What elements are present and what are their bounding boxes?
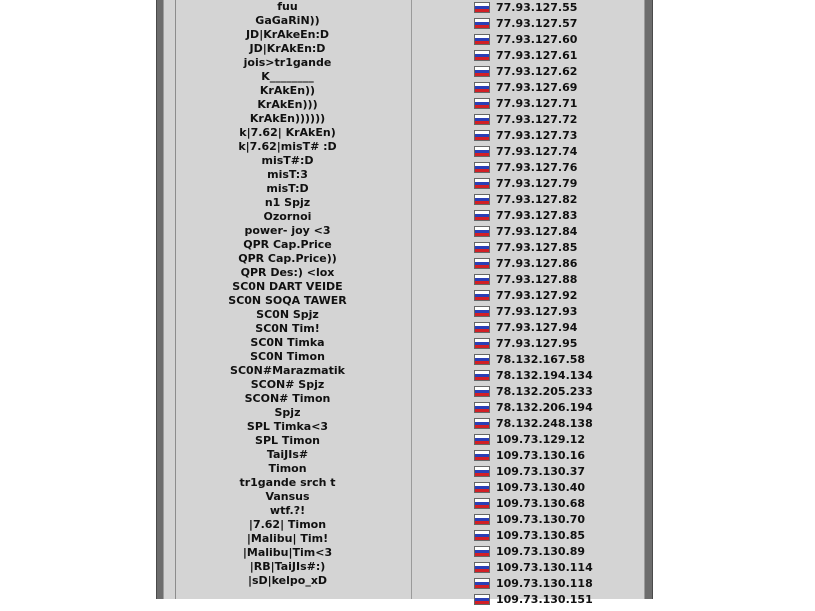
player-ip: 78.132.194.134: [496, 369, 593, 382]
player-ip: 77.93.127.60: [496, 33, 578, 46]
russia-flag-icon: [474, 450, 490, 461]
player-ip: 109.73.130.40: [496, 481, 586, 494]
player-name: QPR Cap.Price)): [238, 252, 337, 265]
player-name: SC0N Spjz: [256, 308, 319, 321]
player-ip: 78.132.248.138: [496, 417, 593, 430]
player-ip: 78.132.206.194: [496, 401, 593, 414]
russia-flag-icon: [474, 306, 490, 317]
player-ip: 109.73.130.118: [496, 577, 593, 590]
player-ip: 77.93.127.86: [496, 257, 578, 270]
player-name: QPR Des:) <lox: [240, 266, 335, 279]
player-ip: 78.132.167.58: [496, 353, 586, 366]
russia-flag-icon: [474, 162, 490, 173]
player-ip-cell: [474, 560, 593, 576]
player-name: fuu: [277, 0, 298, 13]
player-name: SC0N Tim!: [255, 322, 320, 335]
player-ip-cell: [474, 160, 577, 176]
player-ip-cell: [474, 192, 577, 208]
player-name: SPL Timka<3: [246, 420, 329, 433]
player-ip-cell: [474, 144, 577, 160]
player-ip: 109.73.130.16: [496, 449, 586, 462]
player-ip-cell: [474, 48, 577, 64]
player-name: misT#:D: [261, 154, 314, 167]
russia-flag-icon: [474, 210, 490, 221]
player-ip: 77.93.127.93: [496, 305, 578, 318]
russia-flag-icon: [474, 114, 490, 125]
player-ip-cell: [474, 128, 577, 144]
player-name: GaGaRiN)): [255, 14, 320, 27]
player-ip: 77.93.127.55: [496, 1, 578, 14]
player-ip: 77.93.127.94: [496, 321, 578, 334]
russia-flag-icon: [474, 130, 490, 141]
player-name: Timon: [268, 462, 307, 475]
player-ip-cell: [474, 112, 577, 128]
player-ip: 77.93.127.62: [496, 65, 578, 78]
player-ip: 109.73.130.89: [496, 545, 586, 558]
player-ip-cell: [474, 304, 577, 320]
russia-flag-icon: [474, 418, 490, 429]
player-ip-cell: [474, 272, 577, 288]
player-ip: 109.73.130.68: [496, 497, 586, 510]
player-ip: 77.93.127.88: [496, 273, 578, 286]
player-ip-cell: [474, 256, 577, 272]
player-ip: 77.93.127.74: [496, 145, 578, 158]
player-ip: 77.93.127.83: [496, 209, 578, 222]
player-ip-cell: [474, 96, 577, 112]
player-ip: 77.93.127.85: [496, 241, 578, 254]
russia-flag-icon: [474, 146, 490, 157]
player-name: K________: [261, 70, 314, 83]
player-ip-cell: [474, 336, 577, 352]
player-ip-cell: [474, 0, 577, 16]
player-ip: 109.73.130.70: [496, 513, 586, 526]
russia-flag-icon: [474, 402, 490, 413]
player-name: n1 Spjz: [264, 196, 311, 209]
player-ip-cell: [474, 400, 593, 416]
player-ip-cell: [474, 496, 585, 512]
player-ip-cell: [474, 368, 593, 384]
russia-flag-icon: [474, 354, 490, 365]
player-ip-cell: [474, 64, 577, 80]
player-name: JD|KrAkEn:D: [249, 42, 326, 55]
column-divider: [411, 0, 412, 599]
player-ip-cell: [474, 208, 577, 224]
player-name: |Malibu| Tim!: [246, 532, 329, 545]
russia-flag-icon: [474, 98, 490, 109]
player-name: QPR Cap.Price: [243, 238, 332, 251]
russia-flag-icon: [474, 514, 490, 525]
player-name: TaiJIs#: [266, 448, 309, 461]
russia-flag-icon: [474, 18, 490, 29]
player-ip-cell: [474, 480, 585, 496]
player-ip: 77.93.127.72: [496, 113, 578, 126]
window-border-right: [644, 0, 653, 599]
player-ip-cell: [474, 32, 577, 48]
player-ip-cell: [474, 80, 577, 96]
player-name: SCON# Spjz: [250, 378, 325, 391]
player-ip-cell: [474, 544, 585, 560]
player-ip-cell: [474, 176, 577, 192]
russia-flag-icon: [474, 482, 490, 493]
player-ip-cell: [474, 464, 585, 480]
russia-flag-icon: [474, 370, 490, 381]
player-ip: 77.93.127.92: [496, 289, 578, 302]
russia-flag-icon: [474, 2, 490, 13]
player-name: |RB|TaiJIs#:): [249, 560, 326, 573]
player-name: tr1gande srch t: [239, 476, 336, 489]
player-ip: 77.93.127.82: [496, 193, 578, 206]
player-name: |sD|kelpo_xD: [247, 574, 328, 587]
russia-flag-icon: [474, 386, 490, 397]
russia-flag-icon: [474, 530, 490, 541]
player-ip-cell: [474, 432, 585, 448]
player-name: Ozornoi: [263, 210, 312, 223]
player-ip-cell: [474, 224, 577, 240]
player-name: SC0N Timka: [250, 336, 325, 349]
russia-flag-icon: [474, 178, 490, 189]
russia-flag-icon: [474, 562, 490, 573]
player-ip: 77.93.127.61: [496, 49, 578, 62]
russia-flag-icon: [474, 66, 490, 77]
player-ip: 77.93.127.71: [496, 97, 578, 110]
player-name: |Malibu|Tim<3: [242, 546, 333, 559]
player-ip: 109.73.130.114: [496, 561, 593, 574]
player-name: Spjz: [274, 406, 301, 419]
player-name: |7.62| Timon: [248, 518, 327, 531]
player-ip-cell: [474, 512, 585, 528]
russia-flag-icon: [474, 226, 490, 237]
russia-flag-icon: [474, 338, 490, 349]
player-ip-cell: [474, 592, 593, 608]
player-name: Vansus: [265, 490, 310, 503]
player-name: SC0N#Marazmatik: [230, 364, 345, 377]
russia-flag-icon: [474, 242, 490, 253]
player-ip-cell: [474, 352, 585, 368]
player-name: wtf.?!: [269, 504, 306, 517]
player-name: SPL Timon: [255, 434, 320, 447]
player-ip-cell: [474, 16, 577, 32]
russia-flag-icon: [474, 50, 490, 61]
player-ip: 77.93.127.76: [496, 161, 578, 174]
player-ip-cell: [474, 528, 585, 544]
player-name: jois>tr1gande: [243, 56, 332, 69]
russia-flag-icon: [474, 578, 490, 589]
list-panel: [164, 0, 644, 606]
player-ip: 77.93.127.57: [496, 17, 578, 30]
russia-flag-icon: [474, 546, 490, 557]
player-ip-cell: [474, 448, 585, 464]
player-name: k|7.62|misT# :D: [238, 140, 337, 153]
player-ip: 78.132.205.233: [496, 385, 593, 398]
player-name: SCON# Timon: [244, 392, 331, 405]
player-name: SC0N Timon: [250, 350, 325, 363]
list-window: [156, 0, 655, 606]
russia-flag-icon: [474, 322, 490, 333]
russia-flag-icon: [474, 290, 490, 301]
player-ip: 109.73.130.85: [496, 529, 586, 542]
player-name: KrAkEn)))))): [249, 112, 326, 125]
player-ip: 77.93.127.79: [496, 177, 578, 190]
player-ip: 77.93.127.95: [496, 337, 578, 350]
player-name: KrAkEn))): [257, 98, 318, 111]
player-ip-cell: [474, 384, 593, 400]
player-name: misT:3: [267, 168, 308, 181]
russia-flag-icon: [474, 594, 490, 605]
russia-flag-icon: [474, 82, 490, 93]
player-name: SC0N DART VEIDE: [232, 280, 343, 293]
russia-flag-icon: [474, 194, 490, 205]
player-ip-cell: [474, 320, 577, 336]
player-ip: 77.93.127.69: [496, 81, 578, 94]
russia-flag-icon: [474, 258, 490, 269]
russia-flag-icon: [474, 274, 490, 285]
player-name: misT:D: [266, 182, 309, 195]
player-ip-cell: [474, 288, 577, 304]
russia-flag-icon: [474, 466, 490, 477]
russia-flag-icon: [474, 498, 490, 509]
player-ip: 77.93.127.84: [496, 225, 578, 238]
player-ip: 109.73.130.37: [496, 465, 586, 478]
player-name: KrAkEn)): [259, 84, 316, 97]
window-border-left: [156, 0, 164, 599]
player-name: JD|KrAkeEn:D: [245, 28, 330, 41]
player-ip-cell: [474, 576, 593, 592]
player-ip-cell: [474, 240, 577, 256]
russia-flag-icon: [474, 434, 490, 445]
russia-flag-icon: [474, 34, 490, 45]
player-ip: 109.73.129.12: [496, 433, 586, 446]
player-ip: 109.73.130.151: [496, 593, 593, 606]
player-name: SC0N SOQA TAWER: [228, 294, 347, 307]
player-ip-cell: [474, 416, 593, 432]
player-name: power- joy <3: [244, 224, 331, 237]
player-name: k|7.62| KrAkEn): [239, 126, 336, 139]
player-ip: 77.93.127.73: [496, 129, 578, 142]
